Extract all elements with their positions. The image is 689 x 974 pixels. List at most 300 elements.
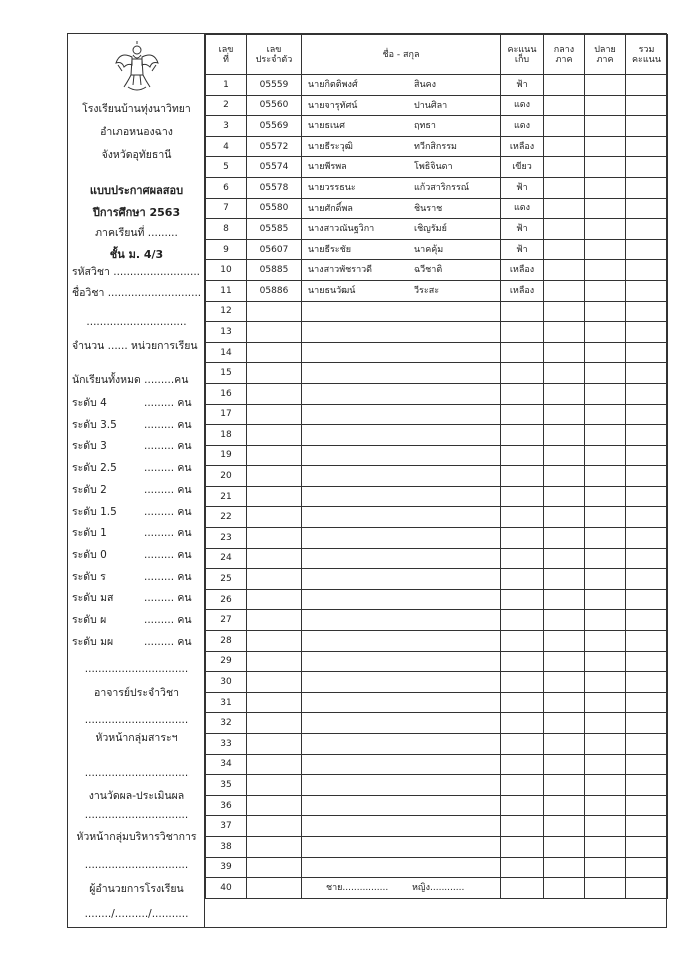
collected-score [501, 548, 544, 569]
total-score [626, 651, 668, 672]
total-score [626, 75, 668, 96]
final-score [585, 136, 626, 157]
total-score [626, 795, 668, 816]
signature-role: หัวหน้ากลุ่มสาระฯ [95, 732, 178, 744]
grade-count: ......... คน [144, 635, 192, 648]
final-score [585, 507, 626, 528]
final-score [585, 795, 626, 816]
last-name: ทวีกสิกรรม [414, 141, 457, 152]
table-row [206, 507, 668, 528]
signature-line: ............................... [84, 859, 189, 871]
student-id: 05885 [247, 260, 302, 281]
row-number: 22 [206, 507, 247, 528]
gender-summary [302, 878, 501, 899]
collected-score [501, 507, 544, 528]
first-name: นางสาวพัชราวดี [308, 265, 373, 276]
student-id [247, 754, 302, 775]
collected-score [501, 404, 544, 425]
row-number: 31 [206, 692, 247, 713]
midterm-score [544, 239, 585, 260]
last-name: ปานศิลา [414, 100, 448, 111]
last-name: สินคง [414, 80, 437, 90]
row-number: 36 [206, 795, 247, 816]
student-name [302, 631, 501, 652]
total-score [626, 631, 668, 652]
midterm-score [544, 836, 585, 857]
row-number: 10 [206, 260, 247, 281]
final-score [585, 878, 626, 899]
midterm-score [544, 322, 585, 343]
midterm-score [544, 95, 585, 116]
student-name [302, 610, 501, 631]
row-number: 4 [206, 136, 247, 157]
collected-score: แดง [501, 95, 544, 116]
collected-score [501, 486, 544, 507]
student-id [247, 651, 302, 672]
table-row [206, 795, 668, 816]
total-score [626, 734, 668, 755]
table-row [206, 734, 668, 755]
row-number: 35 [206, 775, 247, 796]
grade-count: ......... คน [144, 483, 192, 496]
total-score [626, 466, 668, 487]
final-score [585, 651, 626, 672]
garuda-emblem-icon [114, 41, 160, 93]
midterm-score [544, 301, 585, 322]
midterm-score [544, 219, 585, 240]
collected-score [501, 878, 544, 899]
academic-year: ปีการศึกษา 2563 [92, 206, 181, 219]
student-name [302, 95, 501, 116]
table-row [206, 651, 668, 672]
table-header [206, 35, 668, 75]
student-id: 05560 [247, 95, 302, 116]
grade-count: ......... คน [144, 614, 192, 626]
last-name: ชินราช [414, 203, 443, 214]
grade-count: ......... คน [144, 505, 192, 518]
table-row [206, 548, 668, 569]
grade-label: ระดับ 1.5 [72, 505, 117, 518]
signature-line: ............................... [84, 767, 189, 779]
row-number: 12 [206, 301, 247, 322]
row-number: 39 [206, 857, 247, 878]
total-score [626, 445, 668, 466]
student-id: 05578 [247, 177, 302, 198]
collected-score [501, 425, 544, 446]
table-row [206, 528, 668, 549]
grade-count: ......... คน [144, 548, 192, 561]
student-name [302, 692, 501, 713]
total-score [626, 528, 668, 549]
grade-label: ระดับ 1 [72, 527, 107, 540]
table-row [206, 445, 668, 466]
total-score [626, 878, 668, 899]
row-number: 25 [206, 569, 247, 590]
collected-score: ฟ้า [501, 219, 544, 240]
signature-role: อาจารย์ประจำวิชา [94, 687, 179, 699]
student-id [247, 836, 302, 857]
collected-score [501, 651, 544, 672]
student-id [247, 486, 302, 507]
final-score [585, 816, 626, 837]
row-number: 33 [206, 734, 247, 755]
final-score [585, 775, 626, 796]
midterm-score [544, 136, 585, 157]
midterm-score [544, 775, 585, 796]
collected-score [501, 836, 544, 857]
semester: ภาคเรียนที่ ......... [95, 227, 178, 239]
first-name: นายธนวัฒน์ [308, 285, 356, 296]
row-number: 2 [206, 95, 247, 116]
header-number: เลข ที่ [206, 35, 247, 75]
grade-count: ......... คน [144, 462, 192, 475]
student-id [247, 507, 302, 528]
header-student-id: เลข ประจำตัว [247, 35, 302, 75]
student-id: 05580 [247, 198, 302, 219]
row-number: 1 [206, 75, 247, 96]
row-number: 15 [206, 363, 247, 384]
student-name [302, 528, 501, 549]
student-id: 05559 [247, 75, 302, 96]
table-row [206, 589, 668, 610]
table-row [206, 836, 668, 857]
student-name [302, 548, 501, 569]
grade-count: ......... คน [144, 592, 192, 605]
row-number: 28 [206, 631, 247, 652]
final-score [585, 528, 626, 549]
student-name [302, 775, 501, 796]
final-score [585, 486, 626, 507]
row-number: 34 [206, 754, 247, 775]
midterm-score [544, 116, 585, 137]
table-row [206, 363, 668, 384]
total-score [626, 239, 668, 260]
collected-score [501, 713, 544, 734]
table-row [206, 569, 668, 590]
final-score [585, 734, 626, 755]
header-name: ชื่อ - สกุล [302, 35, 501, 75]
final-score [585, 75, 626, 96]
final-score [585, 466, 626, 487]
collected-score: เหลือง [501, 136, 544, 157]
total-score [626, 383, 668, 404]
final-score [585, 610, 626, 631]
total-score [626, 589, 668, 610]
student-id [247, 404, 302, 425]
midterm-score [544, 75, 585, 96]
table-row [206, 857, 668, 878]
final-score [585, 219, 626, 240]
student-id [247, 301, 302, 322]
table-row [206, 177, 668, 198]
student-id [247, 322, 302, 343]
row-number: 18 [206, 425, 247, 446]
collected-score: เหลือง [501, 260, 544, 281]
student-id [247, 363, 302, 384]
row-number: 13 [206, 322, 247, 343]
student-id [247, 610, 302, 631]
total-score [626, 342, 668, 363]
student-name [302, 177, 501, 198]
header-final: ปลาย ภาค [585, 35, 626, 75]
final-score [585, 95, 626, 116]
male-count: ชาย................ [326, 883, 389, 894]
header-total: รวม คะแนน [626, 35, 668, 75]
final-score [585, 589, 626, 610]
student-id [247, 816, 302, 837]
collected-score [501, 528, 544, 549]
row-number: 29 [206, 651, 247, 672]
student-name [302, 672, 501, 693]
table-row [206, 816, 668, 837]
midterm-score [544, 610, 585, 631]
signature-role: ผู้อำนวยการโรงเรียน [89, 883, 184, 895]
student-id: 05585 [247, 219, 302, 240]
midterm-score [544, 754, 585, 775]
final-score [585, 672, 626, 693]
school-province: จังหวัดอุทัยธานี [101, 149, 172, 161]
table-row [206, 219, 668, 240]
collected-score [501, 795, 544, 816]
table-row [206, 713, 668, 734]
first-name: นายธเนศ [308, 121, 345, 132]
credits-field: จำนวน ...... หน่วยการเรียน [72, 340, 198, 352]
student-name [302, 404, 501, 425]
collected-score [501, 383, 544, 404]
midterm-score [544, 713, 585, 734]
student-id: 05572 [247, 136, 302, 157]
row-number: 24 [206, 548, 247, 569]
row-number: 21 [206, 486, 247, 507]
table-row [206, 116, 668, 137]
midterm-score [544, 672, 585, 693]
collected-score: ฟ้า [501, 177, 544, 198]
student-id: 05607 [247, 239, 302, 260]
student-id [247, 734, 302, 755]
collected-score [501, 363, 544, 384]
first-name: นางสาวณันฐวิกา [308, 224, 375, 235]
final-score [585, 692, 626, 713]
row-number: 38 [206, 836, 247, 857]
total-score [626, 569, 668, 590]
row-number: 6 [206, 177, 247, 198]
table-row [206, 692, 668, 713]
student-id [247, 548, 302, 569]
grade-label: ระดับ มส [72, 592, 114, 605]
row-number: 30 [206, 672, 247, 693]
collected-score: แดง [501, 198, 544, 219]
student-name [302, 383, 501, 404]
midterm-score [544, 528, 585, 549]
midterm-score [544, 589, 585, 610]
row-number: 5 [206, 157, 247, 178]
score-table-area [205, 34, 666, 927]
collected-score [501, 857, 544, 878]
row-number: 9 [206, 239, 247, 260]
last-name: โพธิจินดา [414, 162, 453, 173]
student-name [302, 260, 501, 281]
grade-label: ระดับ ร [72, 570, 106, 583]
final-score [585, 157, 626, 178]
grade-count: ......... คน [144, 570, 192, 583]
total-score [626, 672, 668, 693]
total-score [626, 425, 668, 446]
last-name: ฉวีชาติ [414, 265, 443, 276]
table-row [206, 136, 668, 157]
student-id [247, 342, 302, 363]
grade-label: ระดับ 0 [72, 548, 107, 561]
total-score [626, 486, 668, 507]
report-title: แบบประกาศผลสอบ [89, 184, 184, 197]
table-row [206, 754, 668, 775]
table-row [206, 383, 668, 404]
collected-score: ฟ้า [501, 75, 544, 96]
last-name: ฤทธา [414, 121, 436, 132]
total-score [626, 404, 668, 425]
final-score [585, 301, 626, 322]
student-id: 05574 [247, 157, 302, 178]
last-name: เชิญรัมย์ [414, 224, 447, 235]
final-score [585, 260, 626, 281]
collected-score [501, 466, 544, 487]
midterm-score [544, 363, 585, 384]
student-name [302, 116, 501, 137]
grade-label: ระดับ 2.5 [72, 462, 117, 475]
midterm-score [544, 486, 585, 507]
student-name [302, 363, 501, 384]
student-name [302, 425, 501, 446]
midterm-score [544, 342, 585, 363]
student-name [302, 280, 501, 301]
midterm-score [544, 692, 585, 713]
table-row [206, 95, 668, 116]
collected-score [501, 342, 544, 363]
first-name: นายธีระวุฒิ [308, 141, 353, 152]
student-name [302, 466, 501, 487]
score-table [205, 34, 668, 899]
subject-name-continued: .............................. [86, 316, 187, 328]
midterm-score [544, 404, 585, 425]
collected-score [501, 672, 544, 693]
row-number: 37 [206, 816, 247, 837]
student-id [247, 857, 302, 878]
first-name: นายวรรธนะ [308, 182, 356, 193]
header-collected-score: คะแนน เก็บ [501, 35, 544, 75]
student-name [302, 795, 501, 816]
student-name [302, 589, 501, 610]
collected-score: ฟ้า [501, 239, 544, 260]
row-number: 20 [206, 466, 247, 487]
collected-score [501, 301, 544, 322]
exam-result-sheet [67, 33, 667, 928]
date-line: ......../........../........... [84, 908, 189, 920]
signature-role: งานวัดผล-ประเมินผล [88, 790, 185, 802]
final-score [585, 177, 626, 198]
student-id [247, 692, 302, 713]
final-score [585, 425, 626, 446]
row-number: 26 [206, 589, 247, 610]
grade-label: ระดับ มผ [72, 635, 114, 648]
total-score [626, 260, 668, 281]
midterm-score [544, 857, 585, 878]
student-id [247, 466, 302, 487]
student-id [247, 631, 302, 652]
row-number: 16 [206, 383, 247, 404]
collected-score [501, 775, 544, 796]
table-row [206, 75, 668, 96]
student-id [247, 713, 302, 734]
signature-line: ............................... [84, 663, 189, 675]
signature-line: ............................... [84, 714, 189, 726]
table-row [206, 322, 668, 343]
midterm-score [544, 651, 585, 672]
row-number: 14 [206, 342, 247, 363]
total-score [626, 548, 668, 569]
grade-label: ระดับ 3 [72, 440, 107, 453]
student-id [247, 425, 302, 446]
table-row [206, 157, 668, 178]
final-score [585, 280, 626, 301]
midterm-score [544, 177, 585, 198]
midterm-score [544, 425, 585, 446]
total-score [626, 816, 668, 837]
collected-score [501, 754, 544, 775]
midterm-score [544, 795, 585, 816]
total-score [626, 219, 668, 240]
total-score [626, 116, 668, 137]
student-name [302, 836, 501, 857]
table-row [206, 610, 668, 631]
first-name: นายจารุทัศน์ [308, 100, 358, 111]
table-row [206, 280, 668, 301]
midterm-score [544, 507, 585, 528]
row-number: 11 [206, 280, 247, 301]
student-name [302, 342, 501, 363]
final-score [585, 857, 626, 878]
student-id: 05569 [247, 116, 302, 137]
total-score [626, 198, 668, 219]
total-score [626, 136, 668, 157]
student-id [247, 445, 302, 466]
midterm-score [544, 383, 585, 404]
table-row [206, 404, 668, 425]
last-name: วีระสะ [414, 285, 440, 296]
student-name [302, 322, 501, 343]
midterm-score [544, 816, 585, 837]
final-score [585, 116, 626, 137]
table-row [206, 198, 668, 219]
table-row [206, 466, 668, 487]
collected-score: แดง [501, 116, 544, 137]
student-name [302, 816, 501, 837]
student-name [302, 239, 501, 260]
final-score [585, 198, 626, 219]
total-score [626, 775, 668, 796]
signature-role: หัวหน้ากลุ่มบริหารวิชาการ [76, 831, 197, 843]
collected-score [501, 569, 544, 590]
school-district: อำเภอหนองฉาง [100, 126, 173, 138]
grade-label: ระดับ ผ [72, 614, 107, 626]
collected-score: เขียว [501, 157, 544, 178]
student-id: 05886 [247, 280, 302, 301]
collected-score [501, 816, 544, 837]
row-number: 7 [206, 198, 247, 219]
class-level: ชั้น ม. 4/3 [109, 248, 164, 261]
student-id [247, 383, 302, 404]
table-row [206, 301, 668, 322]
first-name: นายศักดิ์พล [308, 203, 353, 214]
student-name [302, 486, 501, 507]
